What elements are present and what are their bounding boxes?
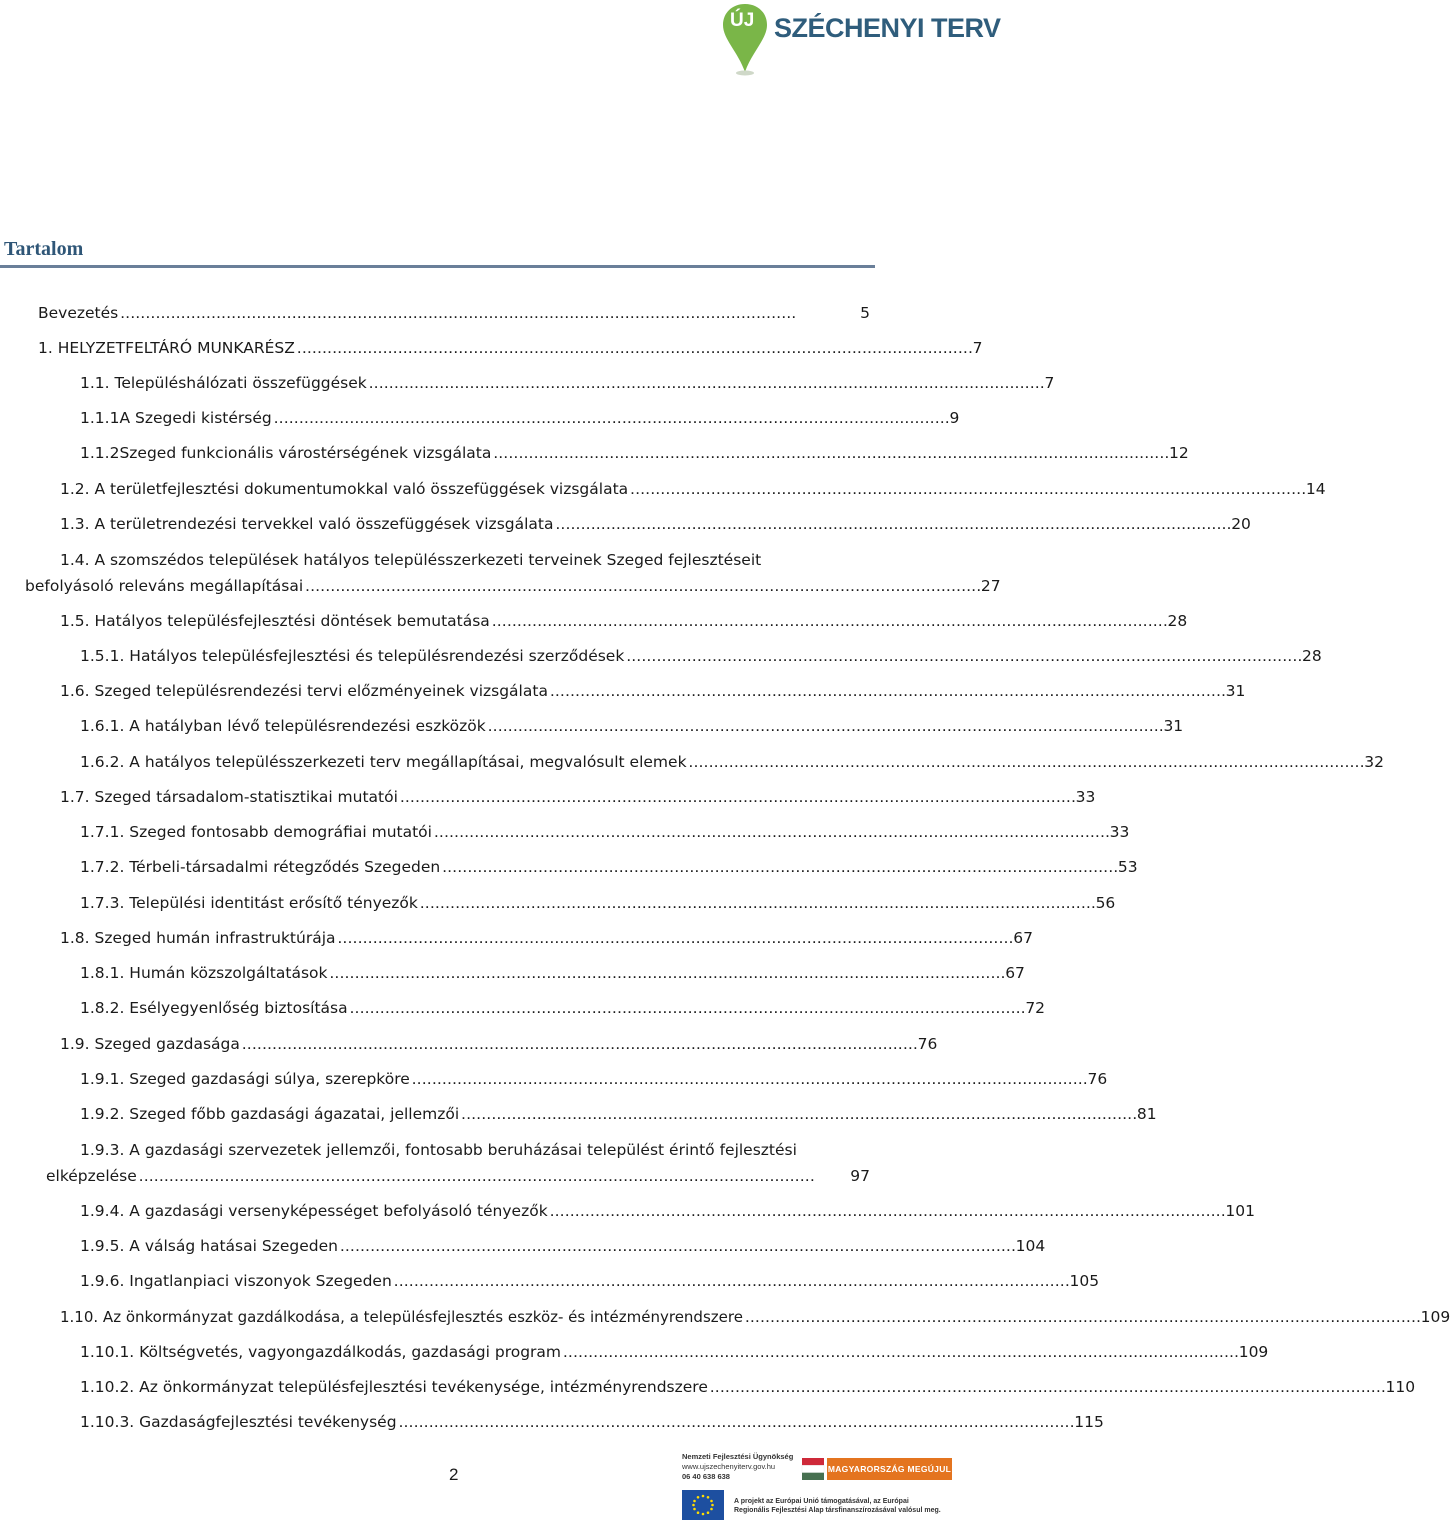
toc-leader — [330, 960, 1004, 986]
toc-leader — [350, 995, 1024, 1021]
footer-logos — [682, 1452, 952, 1524]
toc-entry[interactable] — [80, 1101, 1157, 1127]
toc-leader — [493, 440, 1167, 466]
toc-entry[interactable] — [80, 643, 1322, 669]
toc-leader — [399, 1409, 1073, 1435]
toc-leader — [120, 300, 858, 326]
toc-entry-text: 1.10.1. Költségvetés, vagyongazdálkodás, gazdasági program — [80, 1343, 562, 1361]
toc-entry-page: 56 — [1095, 894, 1116, 912]
toc-entry-page: 67 — [1013, 929, 1033, 947]
eu-funding-notice: A projekt az Európai Unió támogatásával, az Európai Regionális Fejlesztési Alap társfinanszírozásával valósul meg. — [734, 1498, 941, 1514]
toc-entry[interactable] — [80, 960, 1025, 986]
toc-entry-page: 72 — [1025, 999, 1046, 1017]
toc-entry-text: 1.6. Szeged településrendezési tervi előzményeinek vizsgálata — [60, 682, 548, 700]
toc-entry[interactable] — [80, 370, 1055, 396]
toc-entry-page: 7 — [972, 339, 983, 357]
toc-entry-page: 76 — [1087, 1070, 1108, 1088]
toc-leader — [274, 405, 948, 431]
toc-leader — [394, 1268, 1068, 1294]
toc-entry-page: 12 — [1169, 444, 1189, 462]
toc-entry-page: 97 — [850, 1167, 870, 1185]
toc-entry-text: 1.9. Szeged gazdasága — [60, 1035, 240, 1053]
toc-leader — [369, 370, 1043, 396]
toc-entry[interactable] — [38, 335, 983, 361]
toc-leader — [139, 1163, 848, 1189]
toc-entry-page: 110 — [1385, 1378, 1416, 1396]
toc-entry[interactable] — [80, 1066, 1108, 1092]
toc-entry[interactable] — [60, 784, 1096, 810]
toc-entry-page: 109 — [1420, 1308, 1450, 1326]
toc-entry-text: 1.7.3. Települési identitást erősítő tényezők — [80, 894, 418, 912]
magyarorszag-megujul-badge: MAGYARORSZÁG MEGÚJUL — [827, 1458, 952, 1480]
toc-leader — [492, 608, 1166, 634]
logo-badge: ÚJ — [730, 10, 755, 31]
toc-entry-text: 1.8. Szeged humán infrastruktúrája — [60, 929, 336, 947]
toc-entry[interactable] — [80, 890, 1116, 916]
szechenyi-terv-logo — [720, 0, 1001, 80]
nfu-contact: Nemzeti Fejlesztési Ügynökség www.ujszechenyiterv.gov.hu 06 40 638 638 — [682, 1452, 794, 1481]
toc-entry[interactable] — [60, 511, 1251, 537]
toc-entry-text-line1: 1.9.3. A gazdasági szervezetek jellemzői, fontosabb beruházásai települést érintő fejlesztési — [80, 1141, 797, 1159]
toc-entry-number: 1.1.2 — [80, 444, 120, 462]
toc-leader — [550, 678, 1224, 704]
hungarian-flag-icon — [802, 1458, 824, 1480]
toc-leader — [550, 1198, 1224, 1224]
toc-entry-text: 1.9.4. A gazdasági versenyképességet befolyásoló tényezők — [80, 1202, 548, 1220]
logo-text: SZÉCHENYI TERV — [774, 13, 1001, 43]
toc-entry-page: 33 — [1109, 823, 1130, 841]
toc-entry[interactable] — [80, 995, 1046, 1021]
toc-entry-page: 32 — [1364, 753, 1384, 771]
toc-entry-page: 20 — [1231, 515, 1251, 533]
toc-entry-text: 1.10.3. Gazdaságfejlesztési tevékenység — [80, 1413, 397, 1431]
toc-entry-text: 1.5. Hatályos településfejlesztési döntések bemutatása — [60, 612, 490, 630]
toc-entry[interactable] — [80, 1198, 1255, 1224]
toc-entry[interactable] — [80, 440, 1189, 466]
toc-entry-text: 1.9.5. A válság hatásai Szegeden — [80, 1237, 338, 1255]
toc-leader — [442, 854, 1116, 880]
toc-leader — [710, 1374, 1384, 1400]
toc-entry-text-line1: 1.4. A szomszédos települések hatályos településszerkezeti terveinek Szeged fejlesztéseit — [60, 551, 762, 569]
toc-entry-text: A Szegedi kistérség — [119, 409, 272, 427]
toc-entry[interactable] — [80, 854, 1138, 880]
toc-entry-page: 28 — [1167, 612, 1188, 630]
toc-leader — [563, 1339, 1237, 1365]
toc-leader — [420, 890, 1094, 916]
toc-entry[interactable] — [60, 1304, 1450, 1330]
toc-entry-number: 1.1.1 — [80, 409, 120, 427]
toc-leader — [305, 573, 979, 599]
toc-entry[interactable] — [80, 1233, 1046, 1259]
toc-entry-page: 7 — [1044, 374, 1055, 392]
toc-entry-page: 28 — [1302, 647, 1322, 665]
toc-entry-text: 1.1. Településhálózati összefüggések — [80, 374, 367, 392]
page-number: 2 — [449, 1465, 459, 1484]
toc-entry-page: 81 — [1136, 1105, 1157, 1123]
toc-entry-text: Bevezetés — [38, 304, 119, 322]
toc-entry-page: 104 — [1015, 1237, 1046, 1255]
toc-entry-text: 1.7. Szeged társadalom-statisztikai mutatói — [60, 788, 398, 806]
toc-entry[interactable] — [60, 925, 1033, 951]
toc-entry-text: 1.7.1. Szeged fontosabb demográfiai mutatói — [80, 823, 432, 841]
title-divider — [0, 265, 875, 268]
toc-leader — [556, 511, 1230, 537]
toc-entry[interactable] — [80, 405, 960, 431]
toc-entry[interactable] — [60, 1031, 938, 1057]
toc-entry-page: 115 — [1074, 1413, 1104, 1431]
toc-entry[interactable] — [80, 1409, 1104, 1435]
toc-entry-text: 1.8.2. Esélyegyenlőség biztosítása — [80, 999, 348, 1017]
toc-entry-text: 1.2. A területfejlesztési dokumentumokkal való összefüggések vizsgálata — [60, 480, 629, 498]
toc-entry-page: 5 — [860, 304, 870, 322]
toc-entry-page: 9 — [949, 409, 960, 427]
toc-entry-text: 1.10.2. Az önkormányzat településfejlesztési tevékenysége, intézményrendszere — [80, 1378, 708, 1396]
toc-leader — [745, 1304, 1419, 1330]
toc-entry-page: 27 — [980, 577, 1001, 595]
toc-entry[interactable] — [60, 608, 1188, 634]
toc-entry[interactable] — [80, 819, 1130, 845]
toc-entry[interactable] — [60, 678, 1246, 704]
eu-flag-icon — [682, 1490, 724, 1520]
toc-entry[interactable] — [80, 749, 1384, 775]
toc-leader — [297, 335, 971, 361]
toc-entry-page: 101 — [1225, 1202, 1255, 1220]
toc-entry-page: 109 — [1238, 1343, 1269, 1361]
toc-leader — [626, 643, 1300, 669]
toc-entry-text: 1.9.1. Szeged gazdasági súlya, szerepköre — [80, 1070, 410, 1088]
toc-leader — [689, 749, 1363, 775]
toc-entry[interactable] — [80, 1374, 1416, 1400]
toc-entry-page: 53 — [1117, 858, 1138, 876]
toc-entry-text: 1.9.6. Ingatlanpiaci viszonyok Szegeden — [80, 1272, 392, 1290]
toc-entry-page: 31 — [1163, 717, 1184, 735]
toc-leader — [412, 1066, 1086, 1092]
toc-leader — [461, 1101, 1135, 1127]
toc-entry-text: 1. HELYZETFELTÁRÓ MUNKARÉSZ — [38, 339, 295, 357]
toc-leader — [242, 1031, 916, 1057]
toc-entry-page: 31 — [1225, 682, 1246, 700]
toc-entry-page: 14 — [1305, 480, 1326, 498]
toc-leader — [340, 1233, 1014, 1259]
toc-leader — [338, 925, 1012, 951]
toc-entry[interactable] — [60, 476, 1326, 502]
toc-entry[interactable] — [80, 1268, 1100, 1294]
toc-entry-page: 67 — [1005, 964, 1025, 982]
toc-entry[interactable] — [80, 713, 1184, 739]
toc-leader — [488, 713, 1162, 739]
toc-leader — [434, 819, 1108, 845]
toc-entry-text-line2: elképzelése — [46, 1167, 137, 1185]
toc-entry-text: 1.3. A területrendezési tervekkel való összefüggések vizsgálata — [60, 515, 554, 533]
toc-entry-text: 1.8.1. Humán közszolgáltatások — [80, 964, 328, 982]
toc-entry-text: 1.10. Az önkormányzat gazdálkodása, a településfejlesztés eszköz- és intézményrendszere — [60, 1308, 743, 1326]
toc-entry-text: 1.6.1. A hatályban lévő településrendezési eszközök — [80, 717, 486, 735]
toc-entry-text: 1.9.2. Szeged főbb gazdasági ágazatai, jellemzői — [80, 1105, 460, 1123]
page-title: Tartalom — [4, 238, 84, 260]
toc-entry-page: 33 — [1075, 788, 1096, 806]
toc-entry[interactable] — [80, 1339, 1269, 1365]
toc-entry-text: 1.6.2. A hatályos településszerkezeti terv megállapításai, megvalósult elemek — [80, 753, 687, 771]
toc-leader — [400, 784, 1074, 810]
toc-leader — [630, 476, 1304, 502]
toc-entry-text-line2: befolyásoló releváns megállapításai — [25, 577, 304, 595]
toc-entry-text: 1.5.1. Hatályos településfejlesztési és településrendezési szerződések — [80, 647, 625, 665]
toc-entry-page: 105 — [1069, 1272, 1100, 1290]
toc-entry-text: 1.7.2. Térbeli-társadalmi rétegződés Szegeden — [80, 858, 441, 876]
toc-entry-text: Szeged funkcionális várostérségének vizsgálata — [119, 444, 492, 462]
toc-entry[interactable] — [38, 300, 870, 326]
toc-entry-page: 76 — [917, 1035, 938, 1053]
